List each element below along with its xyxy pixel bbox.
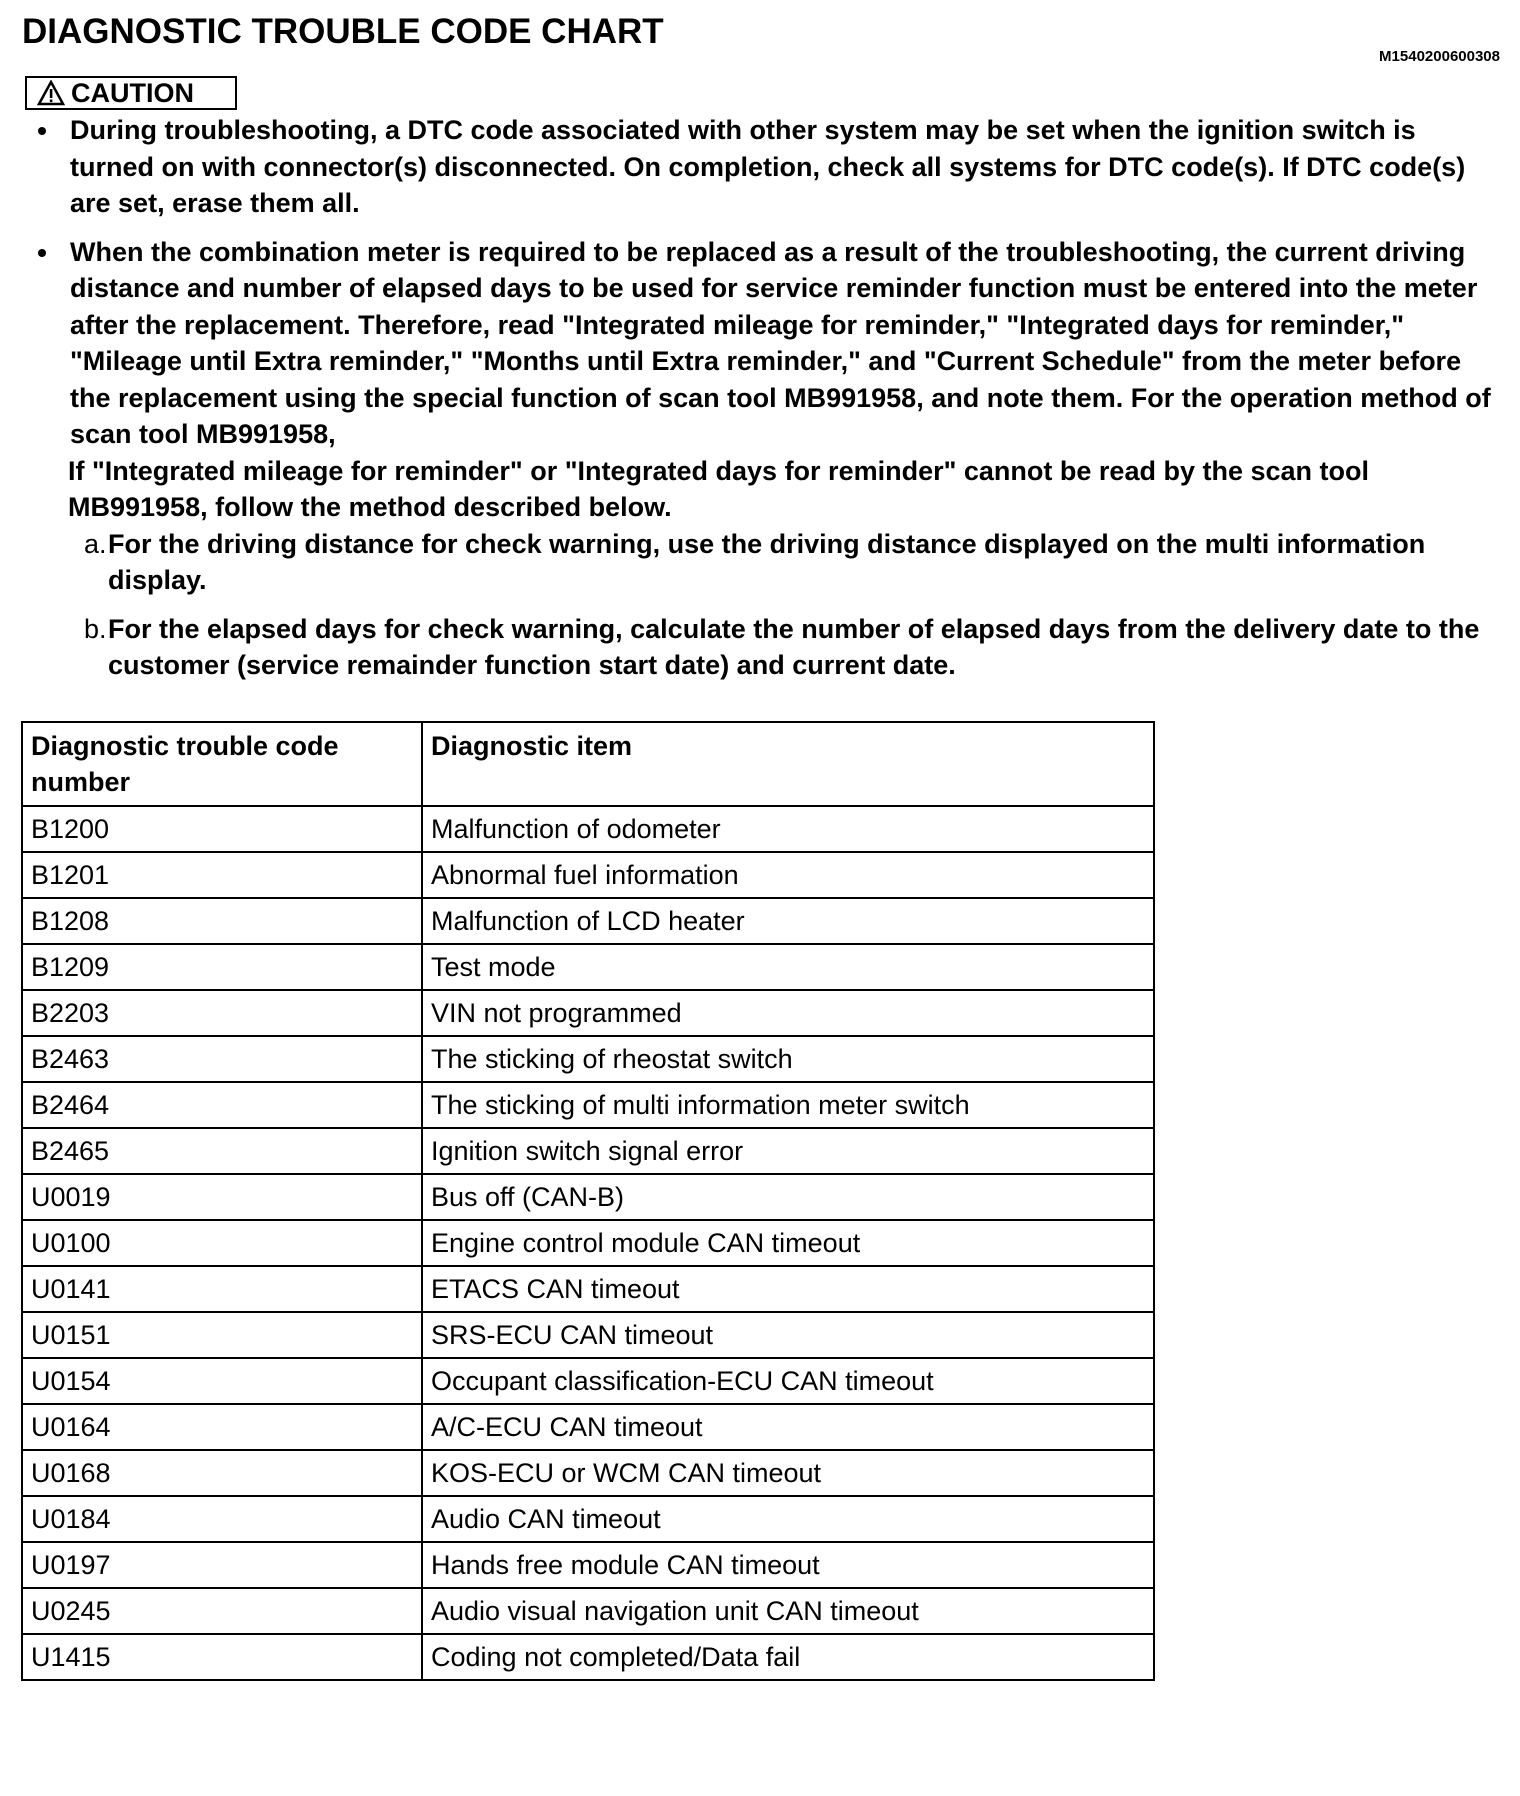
dtc-code-cell: U0168 xyxy=(22,1450,422,1496)
diagnostic-item-cell: Engine control module CAN timeout xyxy=(422,1220,1154,1266)
dtc-code-cell: B1208 xyxy=(22,898,422,944)
caution-text: CAUTION xyxy=(71,77,194,108)
page-title: DIAGNOSTIC TROUBLE CODE CHART xyxy=(22,12,664,51)
dtc-table xyxy=(21,721,1155,1681)
caution-bullet-1 xyxy=(30,112,1492,222)
table-row xyxy=(22,990,1154,1036)
table-row xyxy=(22,898,1154,944)
diagnostic-item-cell: Bus off (CAN-B) xyxy=(422,1174,1154,1220)
caution-sub-item-b-text: For the elapsed days for check warning, calculate the number of elapsed days from the delivery date to the customer (service remainder function start date) and current date. xyxy=(108,613,1480,680)
table-row xyxy=(22,1266,1154,1312)
diagnostic-item-cell: Audio visual navigation unit CAN timeout xyxy=(422,1588,1154,1634)
warning-triangle-icon xyxy=(37,80,65,106)
diagnostic-item-cell: A/C-ECU CAN timeout xyxy=(422,1404,1154,1450)
dtc-code-cell: U0141 xyxy=(22,1266,422,1312)
dtc-code-cell: U0184 xyxy=(22,1496,422,1542)
table-row xyxy=(22,1312,1154,1358)
list-marker: b. xyxy=(84,613,107,644)
caution-sub-item-b xyxy=(70,611,1492,684)
column-header-code: Diagnostic trouble code number xyxy=(22,722,422,806)
diagnostic-item-cell: The sticking of multi information meter switch xyxy=(422,1082,1154,1128)
column-header-item: Diagnostic item xyxy=(422,722,1154,806)
table-row xyxy=(22,944,1154,990)
table-row xyxy=(22,1220,1154,1266)
table-body xyxy=(22,806,1154,1680)
table-row xyxy=(22,1082,1154,1128)
diagnostic-item-cell: Abnormal fuel information xyxy=(422,852,1154,898)
dtc-code-cell: U0245 xyxy=(22,1588,422,1634)
table-row xyxy=(22,1542,1154,1588)
diagnostic-item-cell: Ignition switch signal error xyxy=(422,1128,1154,1174)
caution-note: If "Integrated mileage for reminder" or "Integrated days for reminder" cannot be read by the scan tool MB991958, follow the method described below. xyxy=(68,455,1369,522)
dtc-code-cell: B1209 xyxy=(22,944,422,990)
dtc-code-cell: U0019 xyxy=(22,1174,422,1220)
table-row xyxy=(22,1634,1154,1680)
diagnostic-item-cell: ETACS CAN timeout xyxy=(422,1266,1154,1312)
table-row xyxy=(22,1496,1154,1542)
dtc-code-cell: U0151 xyxy=(22,1312,422,1358)
dtc-code-cell: B1201 xyxy=(22,852,422,898)
dtc-code-cell: B1200 xyxy=(22,806,422,852)
table-row xyxy=(22,1450,1154,1496)
dtc-code-cell: U0197 xyxy=(22,1542,422,1588)
caution-bullet-1-text: During troubleshooting, a DTC code associated with other system may be set when the ignition switch is turned on with connector(s) disconnected. On completion, check all systems for DTC code(s). If DTC code(s) are set, erase them all. xyxy=(70,115,1466,218)
caution-label xyxy=(25,76,237,110)
document-id: M1540200600308 xyxy=(1379,48,1500,65)
table-row xyxy=(22,1358,1154,1404)
diagnostic-item-cell: Coding not completed/Data fail xyxy=(422,1634,1154,1680)
table-row xyxy=(22,1036,1154,1082)
dtc-code-cell: B2465 xyxy=(22,1128,422,1174)
bullet-icon xyxy=(38,249,46,257)
caution-bullet-2-text: When the combination meter is required to be replaced as a result of the troubleshooting, the current driving distance and number of elapsed days to be used for service reminder function must be entered into the meter after the replacement. Therefore, read "Integrated mileage for reminder," "Integrated days for reminder," "Mileage until Extra reminder," "Months until Extra reminder," and "Current Schedule" from the meter before the replacement using the special function of scan tool MB991958, and note them. For the operation method of scan tool MB991958, xyxy=(70,236,1491,449)
diagnostic-item-cell: Malfunction of odometer xyxy=(422,806,1154,852)
caution-bullets xyxy=(30,112,1492,696)
diagnostic-item-cell: Occupant classification-ECU CAN timeout xyxy=(422,1358,1154,1404)
table-row xyxy=(22,852,1154,898)
table-row xyxy=(22,806,1154,852)
bullet-icon xyxy=(38,127,46,135)
table-row xyxy=(22,1404,1154,1450)
dtc-code-cell: U0164 xyxy=(22,1404,422,1450)
caution-bullet-2 xyxy=(30,234,1492,684)
dtc-code-cell: B2464 xyxy=(22,1082,422,1128)
diagnostic-item-cell: Audio CAN timeout xyxy=(422,1496,1154,1542)
caution-sub-item-a xyxy=(70,526,1492,599)
diagnostic-item-cell: VIN not programmed xyxy=(422,990,1154,1036)
table-row xyxy=(22,1588,1154,1634)
diagnostic-item-cell: The sticking of rheostat switch xyxy=(422,1036,1154,1082)
dtc-code-cell: B2463 xyxy=(22,1036,422,1082)
diagnostic-item-cell: Malfunction of LCD heater xyxy=(422,898,1154,944)
diagnostic-item-cell: Hands free module CAN timeout xyxy=(422,1542,1154,1588)
dtc-code-cell: U0154 xyxy=(22,1358,422,1404)
dtc-code-cell: B2203 xyxy=(22,990,422,1036)
table-row xyxy=(22,1174,1154,1220)
caution-sub-list xyxy=(70,526,1492,684)
table-row xyxy=(22,1128,1154,1174)
table-header-row xyxy=(22,722,1154,806)
dtc-code-cell: U1415 xyxy=(22,1634,422,1680)
caution-sub-item-a-text: For the driving distance for check warning, use the driving distance displayed on the multi information display. xyxy=(108,528,1426,595)
diagnostic-item-cell: KOS-ECU or WCM CAN timeout xyxy=(422,1450,1154,1496)
dtc-code-cell: U0100 xyxy=(22,1220,422,1266)
list-marker: a. xyxy=(84,528,107,559)
diagnostic-item-cell: SRS-ECU CAN timeout xyxy=(422,1312,1154,1358)
diagnostic-item-cell: Test mode xyxy=(422,944,1154,990)
